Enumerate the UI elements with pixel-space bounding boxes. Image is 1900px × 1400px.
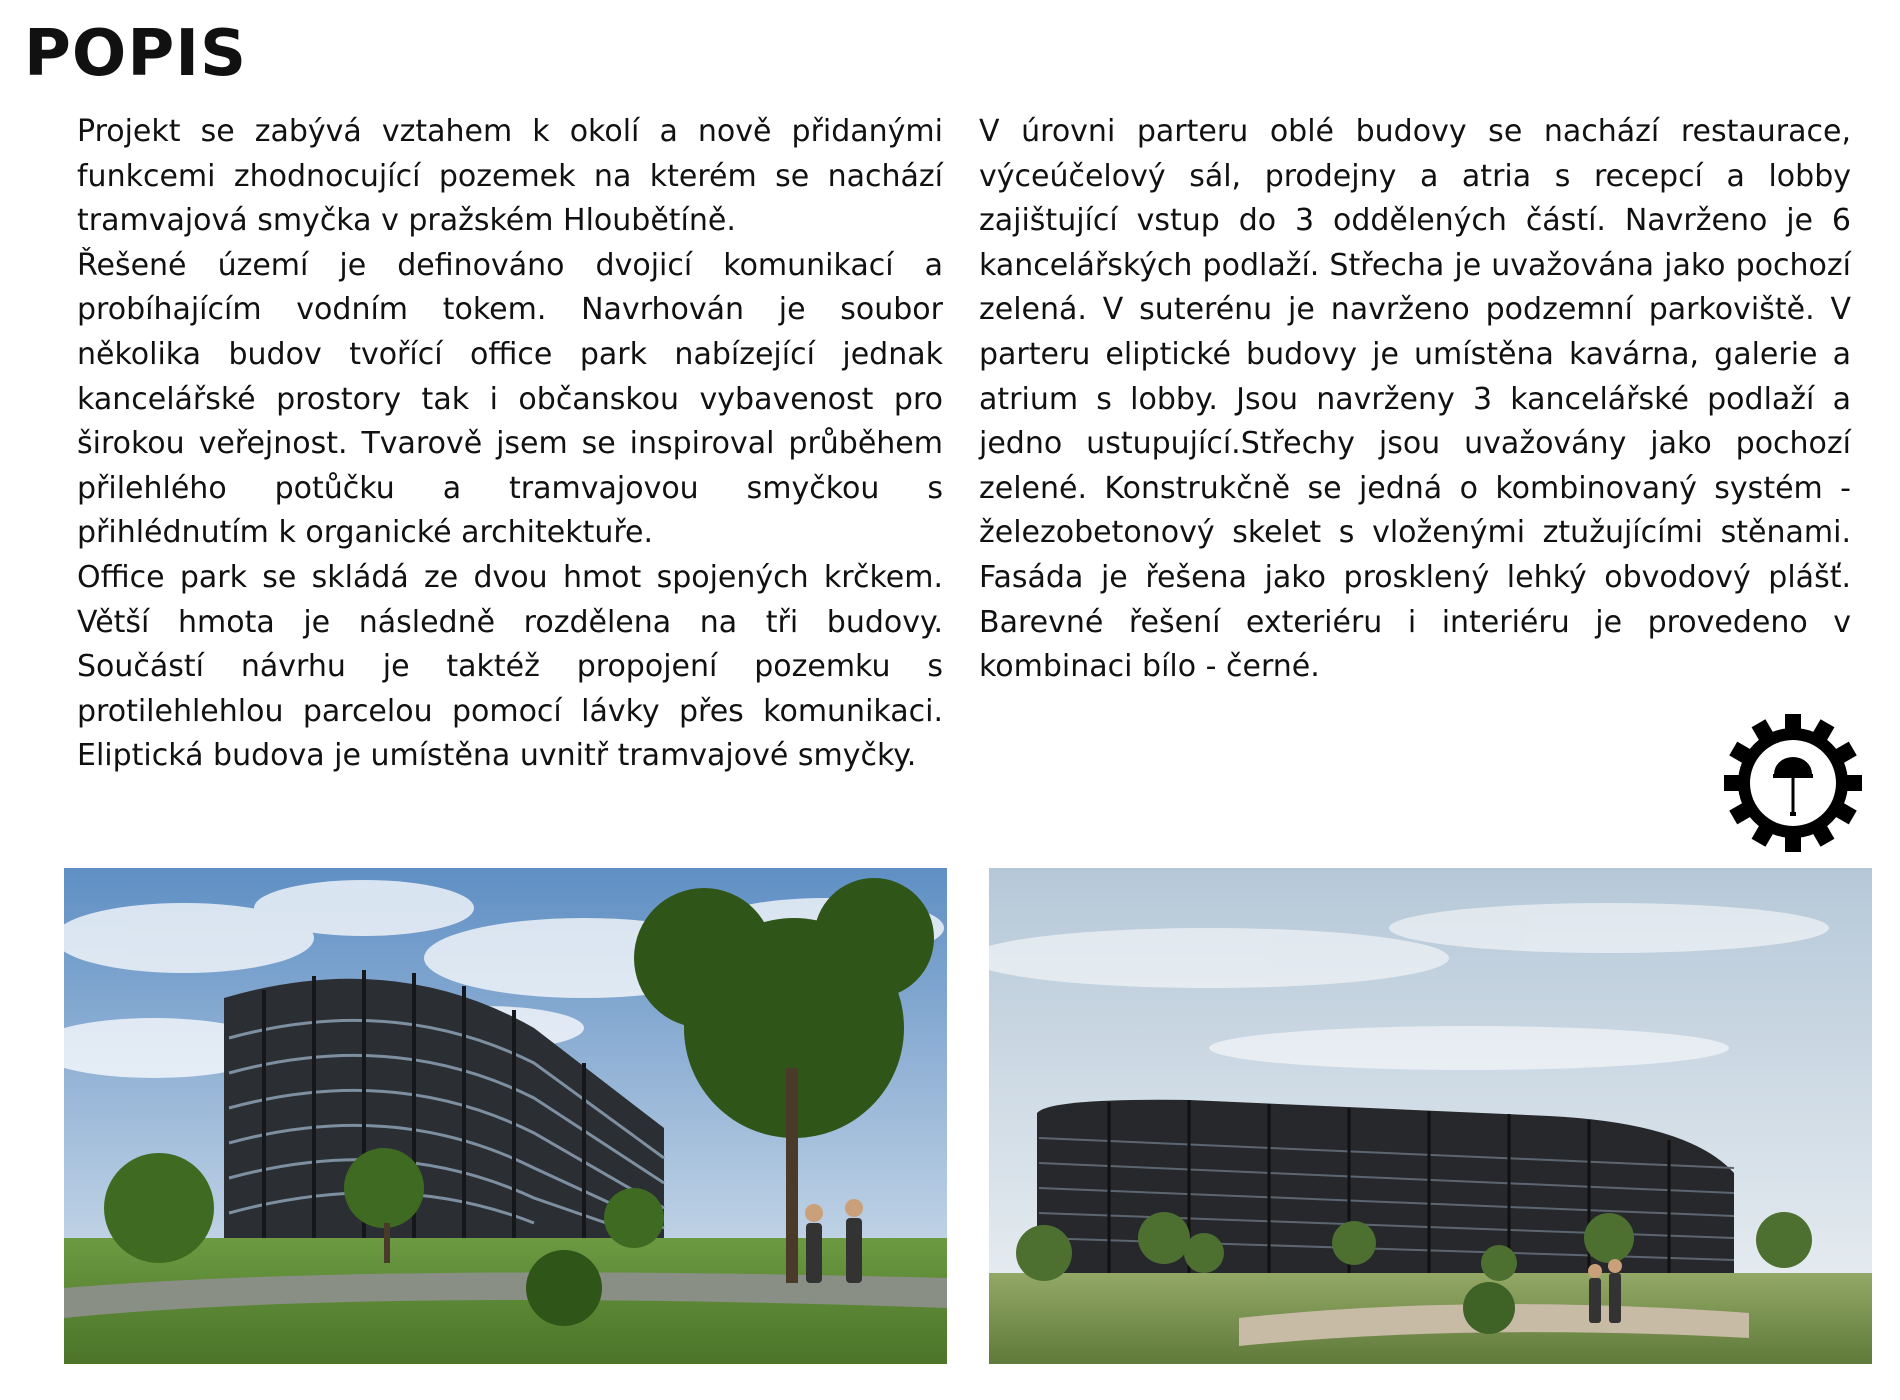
- page-title: POPIS: [24, 17, 248, 91]
- description-right-column: [979, 110, 1851, 690]
- paragraph-site: Řešené území je definováno dvojicí komunikací a probíhajícím vodním tokem. Navrhován je soubor několika budov tvořící office park nabízející jednak kancelářské prostory tak i občanskou vybavenost pro širokou veřejnost. Tvarově jsem se inspiroval průběhem přilehlého potůčku a tramvajovou smyčkou s přihlédnutím k organické architektuře.: [77, 247, 943, 551]
- description-left-column: [77, 110, 943, 779]
- gear-lamp-logo-icon: [1724, 714, 1862, 852]
- paragraph-intro: Projekt se zabývá vztahem k okolí a nově přidanými funkcemi zhodnocující pozemek na kterém se nachází tramvajová smyčka v pražském Hloubětíně.: [77, 114, 943, 239]
- render-elliptical-building: [989, 868, 1872, 1364]
- render-curved-building: [64, 868, 947, 1364]
- paragraph-program: V úrovni parteru oblé budovy se nachází restaurace, výceúčelový sál, prodejny a atria s recepcí a lobby zajištující vstup do 3 oddělených částí. Navrženo je 6 kancelářských podlaží. Střecha je uvažována jako pochozí zelená. V suterénu je navrženo podzemní parkoviště. V parteru eliptické budovy je umístěna kavárna, galerie a atrium s lobby. Jsou navrženy 3 kancelářské podlaží a jedno ustupující.Střechy jsou uvažovány jako pochozí zelené. Konstrukčně se jedná o kombinovaný systém - železobetonový skelet s vloženými ztužujícími stěnami. Fasáda je řešena jako prosklený lehký obvodový plášť. Barevné řešení exteriéru i interiéru je provedeno v kombinaci bílo - černé.: [979, 114, 1851, 685]
- paragraph-masses: Office park se skládá ze dvou hmot spojených krčkem. Větší hmota je následně rozdělena na tři budovy. Součástí návrhu je taktéž propojení pozemku s protilehlehlou parcelou pomocí lávky přes komunikaci. Eliptická budova je umístěna uvnitř tramvajové smyčky.: [77, 559, 943, 774]
